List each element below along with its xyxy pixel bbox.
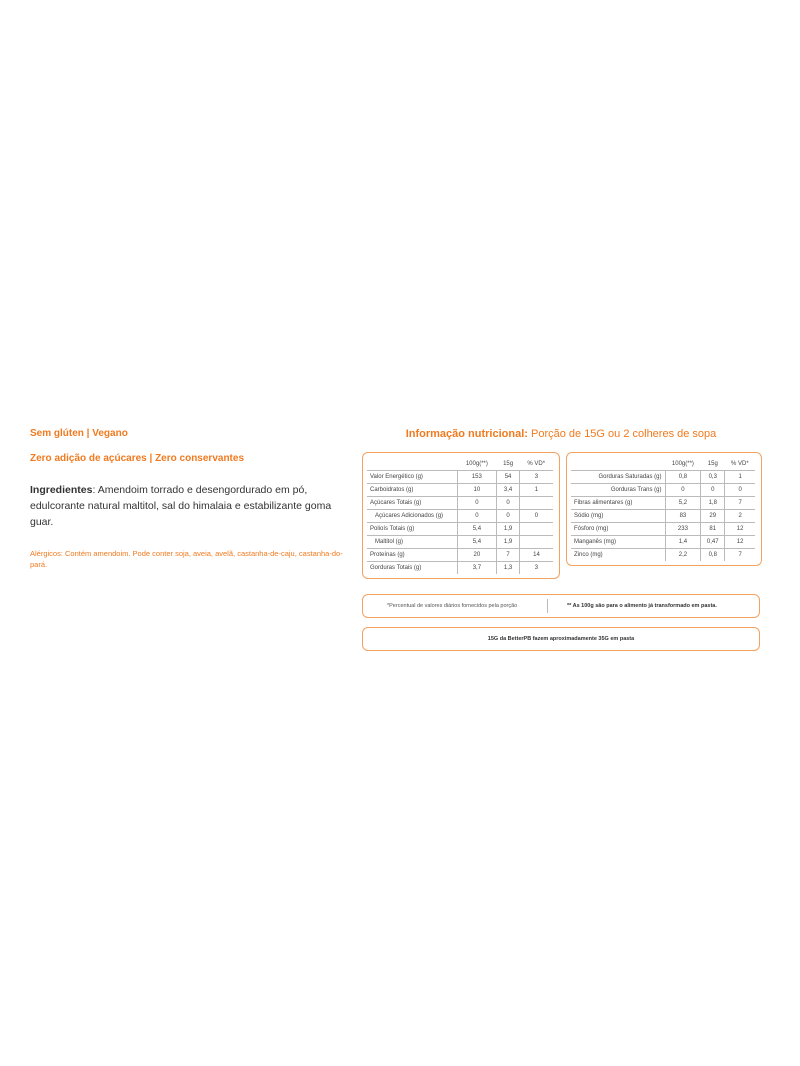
col-header-15g: 15g (497, 457, 520, 471)
table-row: Fibras alimentares (g) 5,2 1,8 7 (571, 497, 755, 510)
col-header-label (367, 457, 457, 471)
table-row: Manganês (mg) 1,4 0,47 12 (571, 536, 755, 549)
tag-line-zero-sugar: Zero adição de açúcares | Zero conservantes (30, 453, 245, 464)
table-row: Maltitol (g) 5,4 1,9 (367, 536, 553, 549)
col-header-label (571, 457, 665, 471)
divider (547, 599, 548, 613)
paste-note-box (362, 627, 760, 651)
ingredients-list: : Amendoim torrado e desengordurado em pó, edulcorante natural maltitol, sal do himalaia e estabilizante goma guar. (30, 484, 332, 528)
allergens-text: Alérgicos: Contém amendoim. Pode conter soja, aveia, avelã, castanha-de-caju, castanha-do-pará. (30, 549, 343, 569)
table-row: Açúcares Totais (g) 0 0 (367, 497, 553, 510)
table-row: Proteínas (g) 20 7 14 (367, 549, 553, 562)
table-row: Açúcares Adicionados (g) 0 0 0 (367, 510, 553, 523)
table-row: Carboidratos (g) 10 3,4 1 (367, 484, 553, 497)
table-row: Valor Energético (g) 153 54 3 (367, 471, 553, 484)
table-row: Gorduras Saturadas (g) 0,8 0,3 1 (571, 471, 755, 484)
product-info (30, 428, 350, 578)
table-row: Zinco (mg) 2,2 0,8 7 (571, 549, 755, 562)
footnotes-box (362, 594, 760, 618)
tag-line-gluten-vegan: Sem glúten | Vegano (30, 428, 128, 439)
col-header-100g: 100g(**) (457, 457, 497, 471)
footnote-100g: ** As 100g são para o alimento já transformado em pasta. (567, 603, 717, 609)
table-row: Gorduras Trans (g) 0 0 0 (571, 484, 755, 497)
nutrition-title (362, 428, 760, 440)
col-header-vd: % VD* (519, 457, 553, 471)
col-header-15g: 15g (701, 457, 725, 471)
col-header-vd: % VD* (725, 457, 755, 471)
nutrition-title-portion: Porção de 15G ou 2 colheres de sopa (527, 428, 717, 440)
table-row: Sódio (mg) 83 29 2 (571, 510, 755, 523)
table-row: Gorduras Totais (g) 3,7 1,3 3 (367, 562, 553, 575)
footnote-vd: *Percentual de valores diários fornecidos pela porção (387, 603, 518, 609)
nutrition-title-bold: Informação nutricional: (405, 428, 528, 440)
nutrition-table-left (362, 452, 560, 579)
ingredients-text (30, 482, 350, 530)
table-row: Polioís Totais (g) 5,4 1,9 (367, 523, 553, 536)
nutrition-table-right (566, 452, 762, 566)
ingredients-label: Ingredientes (30, 484, 93, 496)
footnote-paste: 15G da BetterPB fazem aproximadamente 35G em pasta (487, 636, 635, 642)
col-header-100g: 100g(**) (665, 457, 701, 471)
table-row: Fósforo (mg) 233 81 12 (571, 523, 755, 536)
